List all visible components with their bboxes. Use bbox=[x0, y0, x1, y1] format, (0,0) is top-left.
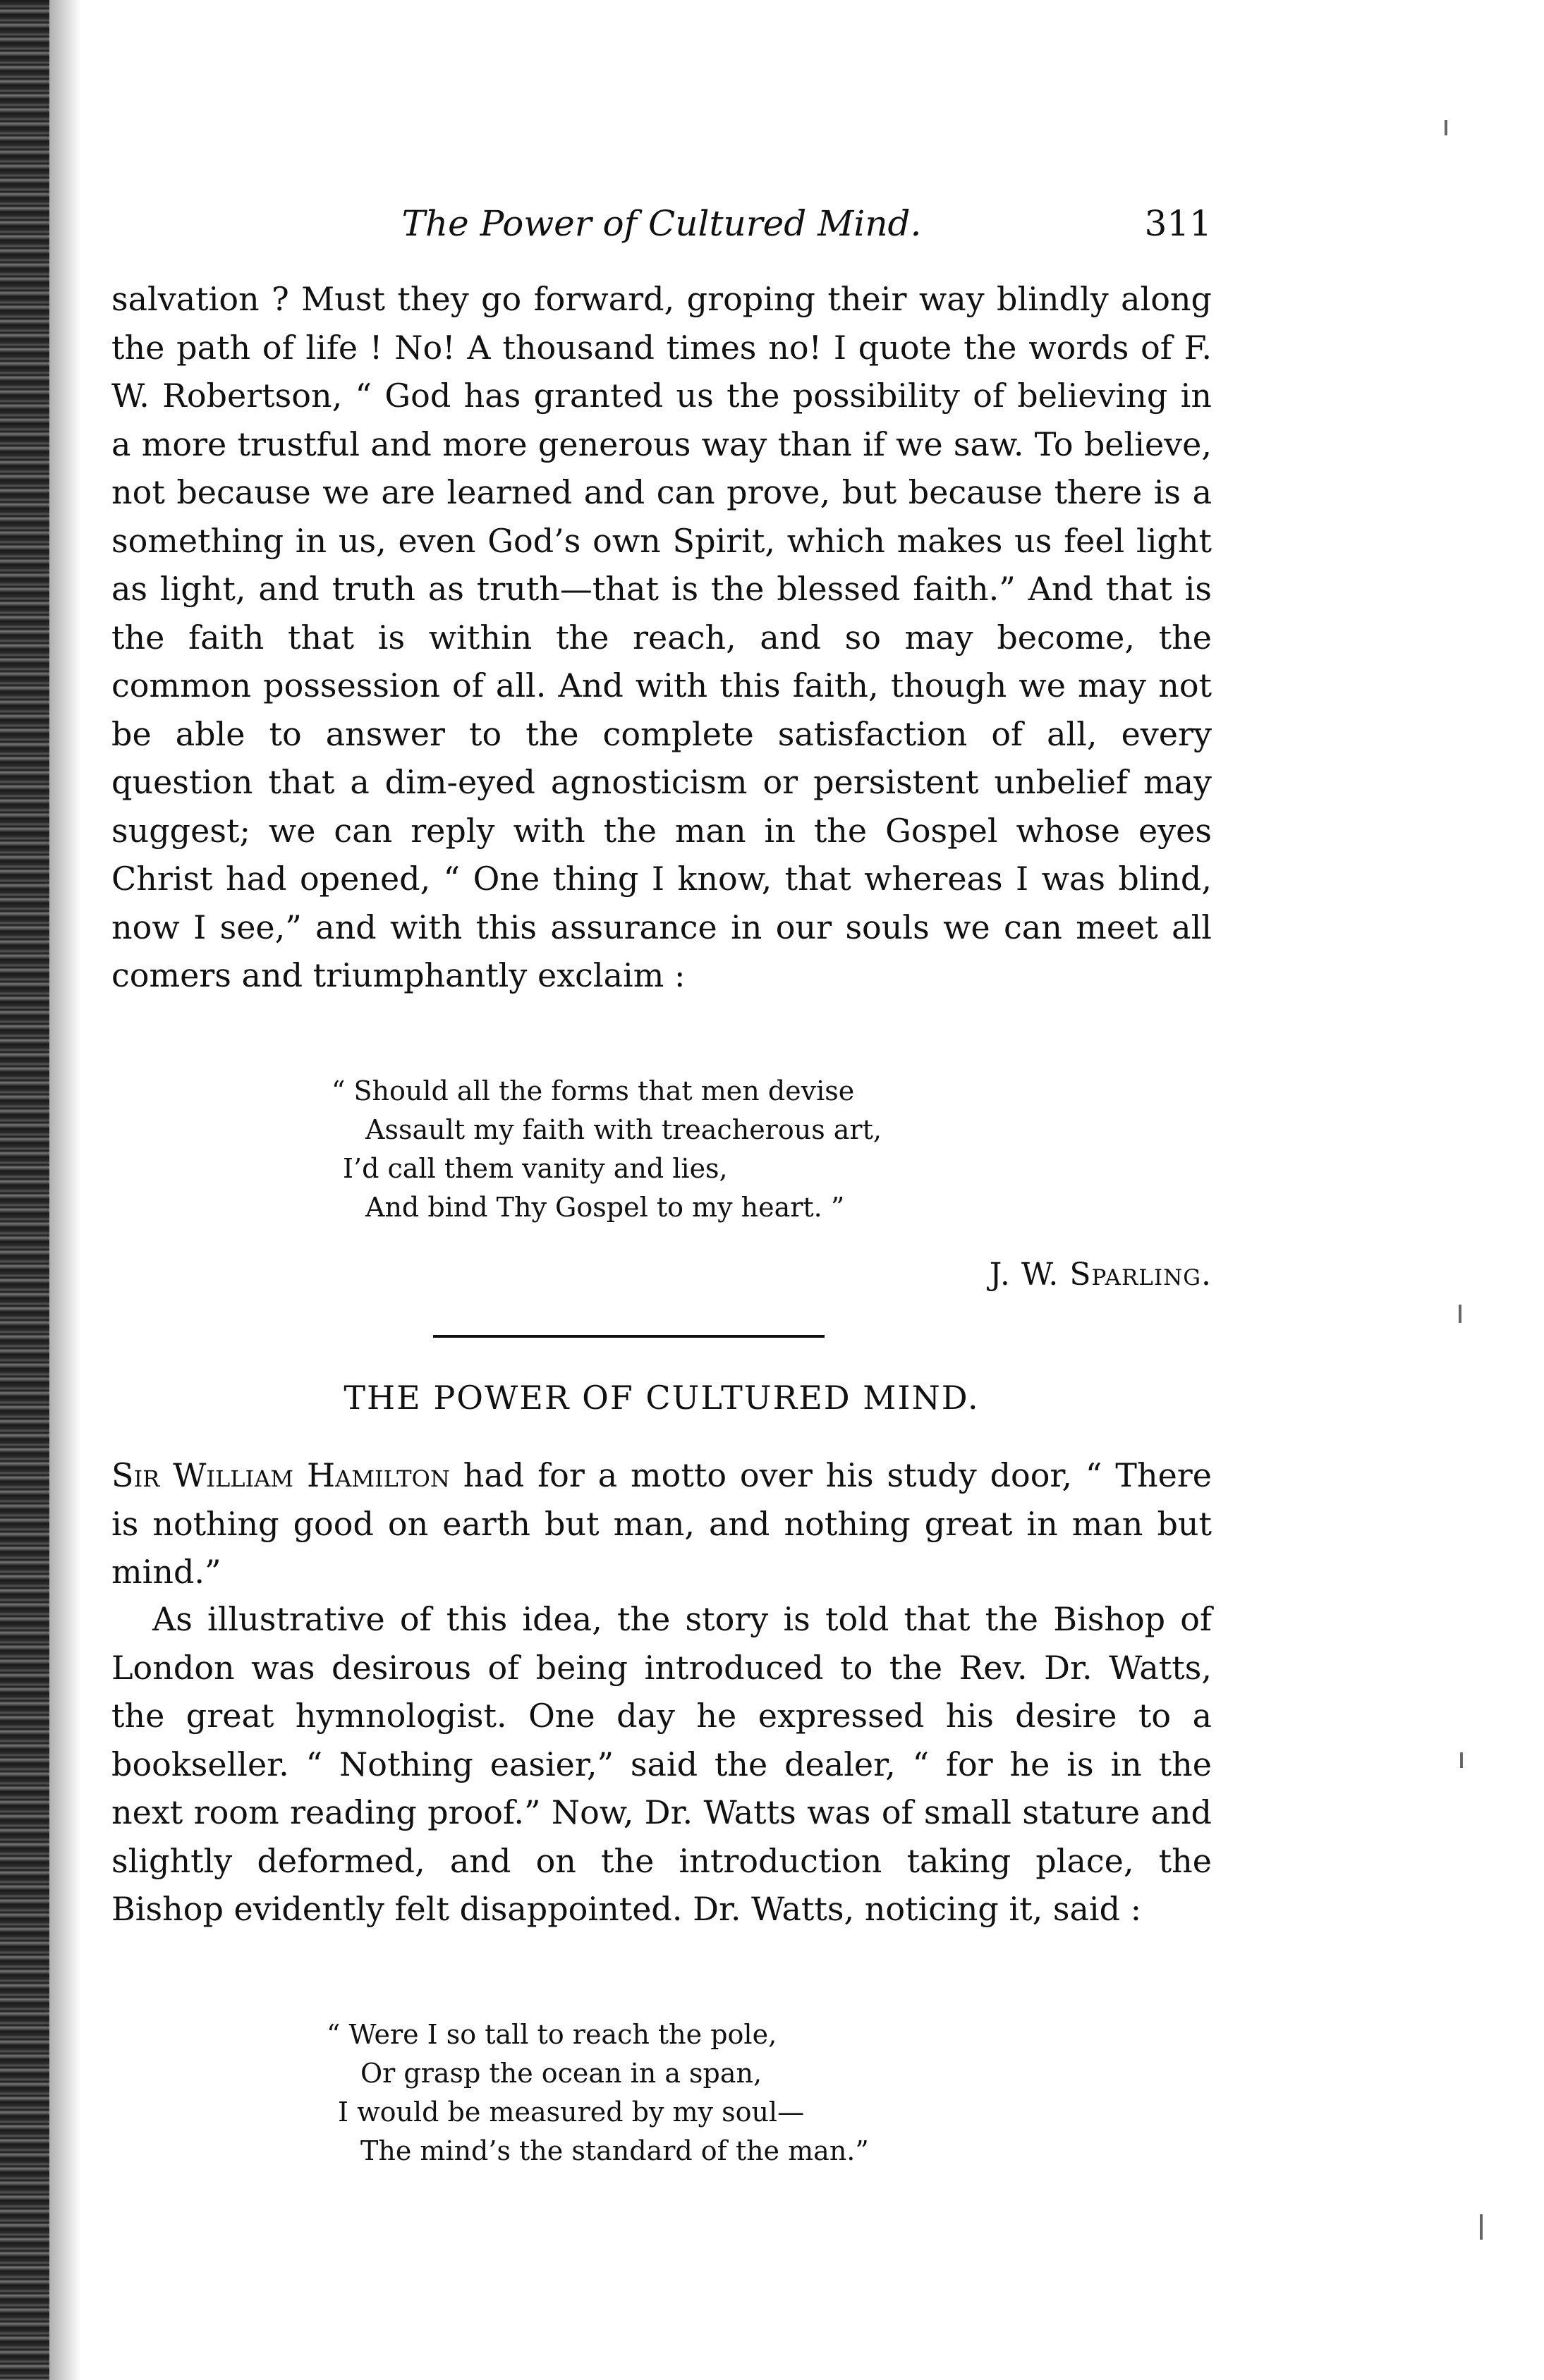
verse-line: I’d call them vanity and lies, bbox=[343, 1153, 728, 1184]
margin-speck bbox=[1459, 1305, 1461, 1323]
paragraph-text: had for a motto over his study door, “ There is nothing good on earth but man, and nothing great in man but mind.” bbox=[111, 1456, 1212, 1591]
binding-shadow bbox=[49, 0, 81, 2380]
lead-in-name: Sir William Hamilton bbox=[111, 1456, 450, 1494]
book-page bbox=[111, 0, 1212, 2380]
body-paragraph: As illustrative of this idea, the story is told that the Bishop of London was desirous of being introduced to the Rev. Dr. Watts, the great hymnologist. One day he expressed his desire to a bookseller. “ Nothing easier,” said the dealer, “ for he is in the next room reading proof.” Now, Dr. Watts was of small stature and slightly deformed, and on the introduction taking place, the Bishop evidently felt disappointed. Dr. Watts, noticing it, said : bbox=[111, 1600, 1212, 1928]
section-divider bbox=[433, 1335, 825, 1338]
body-paragraph bbox=[111, 1451, 1212, 1597]
verse-quotation bbox=[332, 1072, 882, 1227]
verse-line: Or grasp the ocean in a span, bbox=[360, 2058, 762, 2089]
verse-line: “ Were I so tall to reach the pole, bbox=[327, 2019, 777, 2050]
running-head bbox=[111, 199, 1212, 255]
page-number: 311 bbox=[1144, 203, 1212, 244]
verse-line: I would be measured by my soul— bbox=[338, 2097, 805, 2128]
verse-line: And bind Thy Gospel to my heart. ” bbox=[365, 1192, 845, 1223]
margin-speck bbox=[1460, 1752, 1463, 1768]
author-signature: J. W. Sparling. bbox=[989, 1257, 1212, 1293]
margin-speck bbox=[1445, 120, 1447, 135]
binding-edge bbox=[0, 0, 49, 2380]
running-title: The Power of Cultured Mind. bbox=[401, 203, 922, 244]
margin-speck bbox=[1480, 2214, 1483, 2240]
verse-line: The mind’s the standard of the man.” bbox=[360, 2135, 869, 2166]
section-heading: THE POWER OF CULTURED MIND. bbox=[344, 1379, 980, 1417]
verse-line: “ Should all the forms that men devise bbox=[332, 1075, 855, 1106]
verse-line: Assault my faith with treacherous art, bbox=[365, 1114, 882, 1145]
body-paragraph: salvation ? Must they go forward, groping their way blindly along the path of life ! No! A thousand times no! I quote the words of F. W. Robertson, “ God has granted us the possibility of believing in a more trustful and more generous way than if we saw. To believe, not because we are learned and can prove, but because there is a something in us, even God’s own Spirit, which makes us feel light as light, and truth as truth—that is the blessed faith.” And that is the faith that is within the reach, and so may become, the common possession of all. And with this faith, though we may not be able to answer to the complete satisfaction of all, every question that a dim-eyed agnosticism or persistent unbelief may suggest; we can reply with the man in the Gospel whose eyes Christ had opened, “ One thing I know, that whereas I was blind, now I see,” and with this assurance in our souls we can meet all comers and triumphantly exclaim : bbox=[111, 280, 1212, 994]
verse-quotation bbox=[327, 2015, 869, 2171]
